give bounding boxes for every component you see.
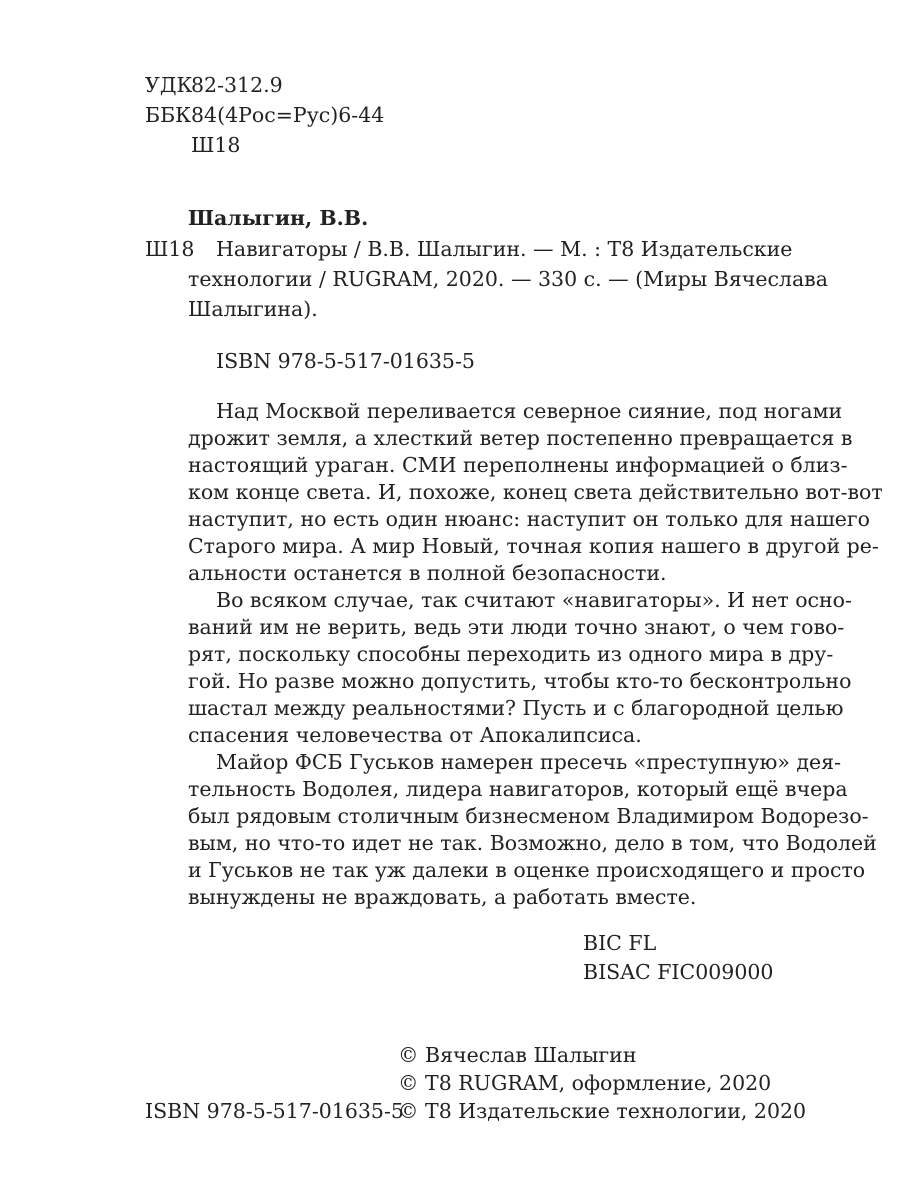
bisac-code: BISAC FIC009000 [583,960,774,984]
bic-code: BIC FL [583,931,657,955]
annotation-p1-line1: Над Москвой переливается северное сияние, под ногами [216,399,843,423]
annotation-p3-line1: Майор ФСБ Гуськов намерен пресечь «преступную» дея- [216,750,842,774]
annotation-p2-line1: Во всяком случае, так считают «навигаторы». И нет осно- [216,588,852,612]
annotation-p1-line6: Старого мира. А мир Новый, точная копия нашего в другой ре- [188,534,879,558]
isbn-footer: ISBN 978-5-517-01635-5 [145,1099,404,1123]
bib-line-2: технологии / RUGRAM, 2020. — 330 с. — (Миры Вячеслава [188,267,828,291]
copyright-author: © Вячеслав Шалыгин [398,1043,637,1067]
annotation-p2-line2: ваний им не верить, ведь эти люди точно знают, о чем гово- [188,615,845,639]
author-mark-side: Ш18 [145,237,195,261]
copyright-design: © Т8 RUGRAM, оформление, 2020 [398,1071,772,1095]
annotation-p2-line6: спасения человечества от Апокалипсиса. [188,723,642,747]
annotation-p1-line3: настоящий ураган. СМИ переполнены информацией о близ- [188,453,848,477]
annotation-p3-line5: и Гуськов не так уж далеки в оценке происходящего и просто [188,858,866,882]
annotation-p1-line5: наступит, но есть один нюанс: наступит он только для нашего [188,507,870,531]
annotation-p1-line2: дрожит земля, а хлесткий ветер постепенно превращается в [188,426,853,450]
copyright-publisher: © Т8 Издательские технологии, 2020 [398,1099,807,1123]
annotation-p2-line3: рят, поскольку способны переходить из одного мира в дру- [188,642,834,666]
udk-value: 82-312.9 [191,73,283,97]
isbn-record: ISBN 978-5-517-01635-5 [216,349,475,373]
bib-line-3: Шалыгина). [188,297,318,321]
annotation-p2-line5: шастал между реальностями? Пусть и с благородной целью [188,696,844,720]
bbk-label: ББК [145,103,191,127]
bbk-value: 84(4Рос=Рус)6-44 [191,103,385,127]
annotation-p1-line4: ком конце света. И, похоже, конец света действительно вот-вот [188,480,883,504]
bib-line-1: Навигаторы / В.В. Шалыгин. — М. : Т8 Издательские [216,237,793,261]
annotation-p3-line4: вым, но что-то идет не так. Возможно, дело в том, что Водолей [188,831,877,855]
annotation-p3-line6: вынуждены не враждовать, а работать вместе. [188,885,697,909]
author-name: Шалыгин, В.В. [188,206,369,230]
annotation-p2-line4: гой. Но разве можно допустить, чтобы кто-то бесконтрольно [188,669,852,693]
author-mark-top: Ш18 [191,133,241,157]
annotation-p3-line3: был рядовым столичным бизнесменом Владимиром Водорезо- [188,804,869,828]
annotation-p3-line2: тельность Водолея, лидера навигаторов, который ещё вчера [188,777,848,801]
annotation-p1-line7: альности останется в полной безопасности. [188,561,667,585]
udk-label: УДК [145,73,193,97]
